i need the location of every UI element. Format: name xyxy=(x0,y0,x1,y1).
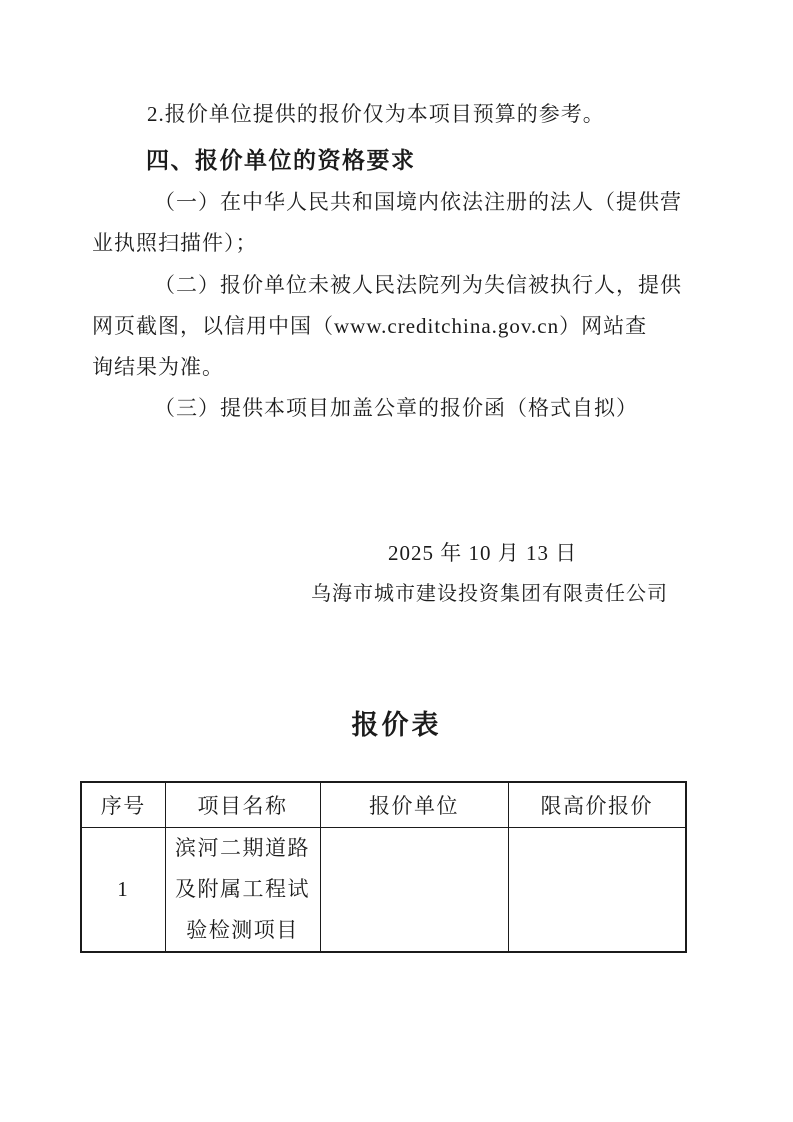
project-name-line: 及附属工程试 xyxy=(175,876,310,901)
table-header-max-price: 限高价报价 xyxy=(508,782,686,827)
cell-max-price xyxy=(508,827,686,952)
qualification-item-1-line-2: 业执照扫描件）； xyxy=(92,231,258,255)
section-heading-qualifications: 四、报价单位的资格要求 xyxy=(146,148,416,173)
signature-date: 2025 年 10 月 13 日 xyxy=(388,541,578,565)
cell-quote-unit xyxy=(320,827,508,952)
quote-table-title: 报价表 xyxy=(351,710,442,740)
cell-project-name xyxy=(165,827,320,952)
project-name-line: 滨河二期道路 xyxy=(175,835,310,860)
table-header-project-name: 项目名称 xyxy=(165,782,320,827)
cell-seq: 1 xyxy=(81,827,165,952)
qualification-item-2-line-3: 询结果为准。 xyxy=(92,355,224,379)
table-header-quote-unit: 报价单位 xyxy=(320,782,508,827)
table-header-seq: 序号 xyxy=(81,782,165,827)
qualification-item-2-line-2: 网页截图，以信用中国（www.creditchina.gov.cn）网站查 xyxy=(92,314,648,338)
qualification-item-3: （三）提供本项目加盖公章的报价函（格式自拟） xyxy=(154,396,638,420)
project-name-line: 验检测项目 xyxy=(186,917,299,942)
quote-table xyxy=(80,781,687,953)
qualification-item-2-line-1: （二）报价单位未被人民法院列为失信被执行人，提供 xyxy=(154,273,682,297)
paragraph-note-2: 2.报价单位提供的报价仅为本项目预算的参考。 xyxy=(147,102,605,126)
qualification-item-1-line-1: （一）在中华人民共和国境内依法注册的法人（提供营 xyxy=(154,190,682,214)
table-header-row xyxy=(81,782,686,827)
signature-company: 乌海市城市建设投资集团有限责任公司 xyxy=(311,583,668,605)
table-row xyxy=(81,827,686,952)
